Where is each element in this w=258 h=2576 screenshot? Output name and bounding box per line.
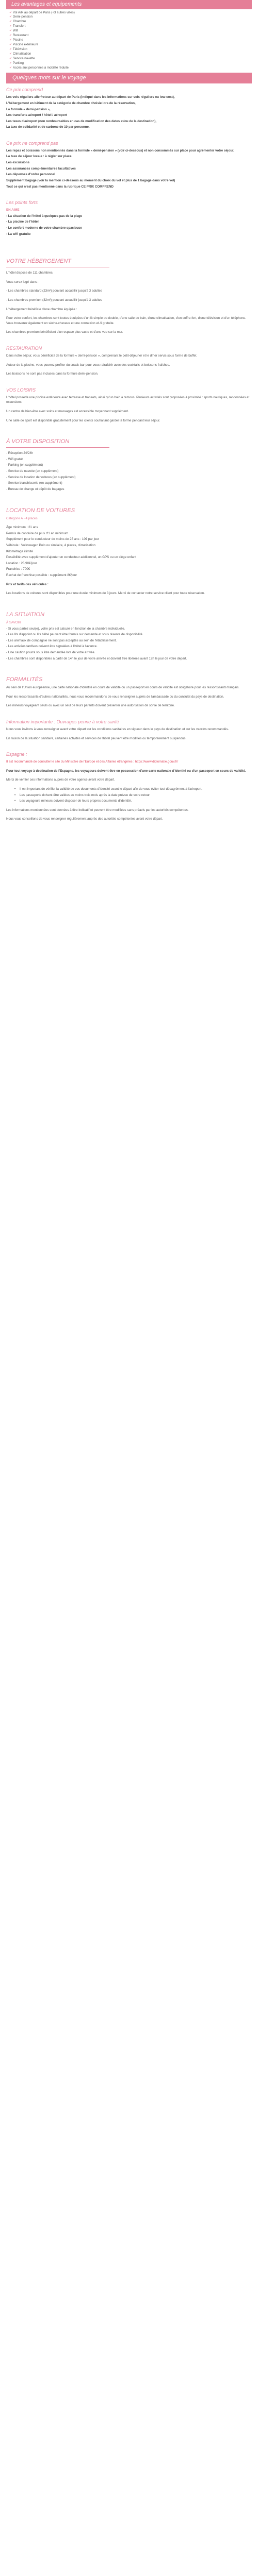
disposition-line: - Service blanchisserie (en supplément): [6, 481, 62, 485]
prix-comprend-line: Les vols réguliers aller/retour au départ de Paris (indiqué dans les informations sur vols réguliers ou low-cost),: [6, 95, 175, 99]
advantages-list: [6, 11, 252, 71]
loisirs-title: VOS LOISIRS: [6, 387, 36, 393]
advantage-item: ✓ Parking: [9, 61, 252, 66]
disposition-line: - Service de navette (en supplément): [6, 469, 59, 473]
advantage-item: ✓ Transfert: [9, 24, 252, 29]
disposition-line: - Bureau de change et dépôt de bagages: [6, 487, 64, 491]
espagne-line: Pour tout voyage à destination de l'Espagne, les voyageurs doivent être en possession d'une carte nationale d'identité ou d'un passeport en cours de validité.: [6, 769, 246, 773]
prix-ne-comprend-line: Les assurances complémentaires facultatives: [6, 166, 76, 171]
bullet-item: • Les passeports doivent être valides au moins trois mois après la date prévue de votre retour.: [6, 793, 252, 798]
prix-comprend-line: L'hébergement en bâtiment de la catégorie de chambre choisie lors de la réservation,: [6, 101, 136, 105]
prix-comprend-line: La taxe de solidarité et de carbone de 10 par personne.: [6, 125, 90, 129]
formalites-line: Pour les ressortissants d'autres nationalités, nous vous recommandons de vous renseigner auprès de l'ambassade ou du consulat du pays de destination.: [6, 694, 224, 699]
advantage-item: ✓ Demi-pension: [9, 15, 252, 20]
location-line: Véhicule : Volkswagen Polo ou similaire, 4 places, climatisation: [6, 543, 95, 547]
location-line: Permis de conduire de plus d'1 an minimum: [6, 531, 69, 535]
advantage-item: ✓ Chambre: [9, 20, 252, 24]
prix-ne-comprend-line: Supplément bagage (voir la mention ci-dessous au moment du choix du vol et plus de 1 bagage dans votre vol): [6, 178, 175, 182]
formalites-title: FORMALITÉS: [6, 676, 43, 683]
situation-line: - Si vous partez seul(e), votre prix est calculé en fonction de la chambre individuelle.: [6, 626, 125, 631]
footer-line: Les informations mentionnées sont données à titre indicatif et peuvent être modifiées sans préavis par les autorités compétentes.: [6, 808, 189, 812]
important-line: En raison de la situation sanitaire, certaines activités et services de l'hôtel peuvent être modifiés ou temporairement suspendus.: [6, 736, 187, 740]
restauration-line: Autour de la piscine, vous pourrez profiter du snack-bar pour vous rafraîchir avec des cocktails et boissons fraîches.: [6, 363, 170, 367]
points-forts-line: - La situation de l'hôtel à quelques pas de la plage: [6, 214, 83, 218]
location-line: Rachat de franchise possible : supplément 8€/jour: [6, 573, 77, 578]
situation-line: - Une caution pourra vous être demandée lors de votre arrivée.: [6, 650, 95, 654]
hebergement-line: L'hébergement bénéficie d'une chambre équipée :: [6, 307, 77, 311]
hebergement-line: Les chambres premium bénéficient d'un espace plus vaste et d'une vue sur la mer.: [6, 330, 123, 334]
situation-subtitle: À SAVOIR: [6, 620, 21, 624]
important-title: Information importante : Ouvrages penne à votre santé: [6, 719, 119, 725]
prix-note: Prix et tarifs des véhicules :: [6, 582, 49, 586]
restauration-line: Dans notre séjour, vous bénéficiez de la formule « demi-pension », comprenant le petit-déjeuner et le dîner servis sous forme de buffet.: [6, 353, 198, 358]
espagne-line: Merci de vérifier ces informations auprès de votre agence avant votre départ.: [6, 778, 115, 782]
advantage-item: ✓ Accès aux personnes à mobilité réduite: [9, 66, 252, 71]
disposition-line: - Wifi gratuit: [6, 457, 24, 461]
advantage-item: ✓ Vol A/R au départ de Paris (+3 autres villes): [9, 11, 252, 15]
prix-comprend-line: La formule « demi-pension »,: [6, 107, 51, 111]
formalites-line: Les mineurs voyageant seuls ou avec un seul de leurs parents doivent présenter une autorisation de sortie de territoire.: [6, 704, 175, 708]
prix-ne-comprend-line: Les excursions: [6, 161, 30, 165]
location-line: Location : 25,90€/jour: [6, 561, 37, 565]
location-line: Kilométrage illimité: [6, 549, 33, 553]
hebergement-line: - Les chambres premium (32m²) pouvant accueillir jusqu'à 3 adultes: [6, 298, 102, 302]
prix-note-2: Les locations de voitures sont disponibles pour une durée minimum de 3 jours. Merci de contacter notre service client pour toute réservation.: [6, 591, 205, 596]
advantage-item: ✓ Service navette: [9, 57, 252, 61]
page: [0, 0, 258, 829]
advantage-item: ✓ Climatisation: [9, 52, 252, 57]
location-line: Possibilité avec supplément d'ajouter un conducteur additionnel, un GPS ou un siège enfant: [6, 555, 136, 560]
important-line: Nous vous invitons à vous renseigner avant votre départ sur les conditions sanitaires en vigueur dans le pays de destination et sur les vaccins recommandés.: [6, 727, 229, 731]
prix-comprend-line: Les taxes d'aéroport (non remboursables en cas de modification des dates et/ou de la destination),: [6, 119, 156, 123]
points-forts-subtitle: EN AIME: [6, 208, 20, 212]
points-forts-line: - La wifi gratuite: [6, 232, 31, 236]
location-subtitle: Catégorie A - 4 places: [6, 516, 38, 520]
divider: [6, 447, 109, 448]
loisirs-line: L'hôtel possède une piscine extérieure avec terrasse et transats, ainsi qu'un bain à remous. Plusieurs activités sont proposées à proximité : sports nautiques, randonnées et excursions.: [6, 395, 250, 404]
situation-line: - Les arrivées tardives doivent être signalées à l'hôtel à l'avance.: [6, 645, 98, 649]
location-line: Franchise : 700€: [6, 567, 30, 571]
prix-ne-comprend-line: Tout ce qui n'est pas mentionné dans la rubrique CE PRIX COMPREND: [6, 184, 114, 189]
loisirs-line: Un centre de bien-être avec soins et massages est accessible moyennant supplément.: [6, 409, 129, 413]
advantage-item: ✓ Piscine extérieure: [9, 43, 252, 47]
espagne-line: Il est recommandé de consulter le site du Ministère de l'Europe et des Affaires étrangères : https://www.diplomatie.gouv.fr/: [6, 760, 179, 764]
points-forts-title: Les points forts: [6, 200, 38, 206]
situation-title: LA SITUATION: [6, 611, 44, 618]
bullet-item: • Les voyageurs mineurs doivent disposer de leurs propres documents d'identité.: [6, 799, 252, 804]
situation-line: - Les chambres sont disponibles à partir de 14h le jour de votre arrivée et doivent être libérées avant 12h le jour de votre départ.: [6, 656, 187, 660]
restauration-title: RESTAURATION: [6, 346, 42, 351]
location-title: LOCATION DE VOITURES: [6, 507, 75, 514]
prix-ne-comprend-line: La taxe de séjour locale : à régler sur place: [6, 155, 72, 159]
hebergement-line: Vous serez logé dans :: [6, 280, 39, 284]
situation-line: - Les animaux de compagnie ne sont pas acceptés au sein de l'établissement.: [6, 638, 117, 642]
advantage-item: ✓ Piscine: [9, 38, 252, 43]
advantage-item: ✓ Restaurant: [9, 33, 252, 38]
bullet-item: • Il est important de vérifier la validité de vos documents d'identité avant le départ afin de vous éviter tout désagrément à l'aéroport.: [6, 787, 252, 792]
advantage-item: ✓ Télévision: [9, 47, 252, 52]
disposition-line: - Service de location de voitures (en supplément): [6, 475, 76, 479]
prix-ne-comprend-line: Les repas et boissons non mentionnés dans la formule « demi-pension » (voir ci-dessous) et non consommés sur place pour agrémenter votre séjour.: [6, 148, 234, 152]
footer-line: Nous vous conseillons de vous renseigner régulièrement auprès des autorités compétentes avant votre départ.: [6, 817, 163, 821]
prix-comprend-line: Les transferts aéroport / hôtel / aéroport: [6, 113, 67, 117]
location-line: Supplément pour le conducteur de moins de 25 ans : 10€ par jour: [6, 537, 99, 541]
disposition-title: À VOTRE DISPOSITION: [6, 438, 70, 445]
loisirs-line: Une salle de sport est disponible gratuitement pour les clients souhaitant garder la forme pendant leur séjour.: [6, 418, 160, 422]
restauration-line: Les boissons ne sont pas incluses dans la formule demi-pension.: [6, 372, 99, 376]
advantage-item: ✓ Wifi: [9, 29, 252, 33]
disposition-line: - Réception 24/24h: [6, 451, 34, 455]
hebergement-title: VOTRE HÉBERGEMENT: [6, 258, 71, 265]
prix-comprend-title: Ce prix comprend: [6, 87, 43, 93]
location-line: Âge minimum : 21 ans: [6, 526, 38, 530]
formalites-line: Au sein de l'Union européenne, une carte nationale d'identité en cours de validité ou un passeport en cours de validité est obligatoire pour les ressortissants français.: [6, 686, 239, 690]
hebergement-line: - Les chambres standard (23m²) pouvant accueillir jusqu'à 3 adultes: [6, 289, 102, 293]
questions-banner: Quelques mots sur le voyage: [6, 73, 252, 83]
prix-ne-comprend-line: Les dépenses d'ordre personnel: [6, 173, 55, 177]
points-forts-line: - Le confort moderne de votre chambre spacieuse: [6, 226, 82, 230]
espagne-title: Espagne :: [6, 752, 27, 757]
situation-line: - Les lits d'appoint ou lits bébé peuvent être fournis sur demande et sous réserve de disponibilité.: [6, 633, 143, 637]
hebergement-line: Pour votre confort, les chambres sont toutes équipées d'un lit simple ou double, d'une salle de bain, d'une climatisation, d'un coffre-fort, d'une télévision et d'un téléphone. Vous trouverez également un sèche-cheveux et une connexion wi-fi gratuite.: [6, 316, 246, 325]
disposition-line: - Parking (en supplément): [6, 463, 43, 467]
advantages-banner: Les avantages et equipements: [6, 0, 252, 9]
prix-ne-comprend-title: Ce prix ne comprend pas: [6, 140, 58, 146]
hebergement-line: L'hôtel dispose de 111 chambres.: [6, 271, 54, 275]
points-forts-line: - La piscine de l'hôtel: [6, 220, 39, 224]
